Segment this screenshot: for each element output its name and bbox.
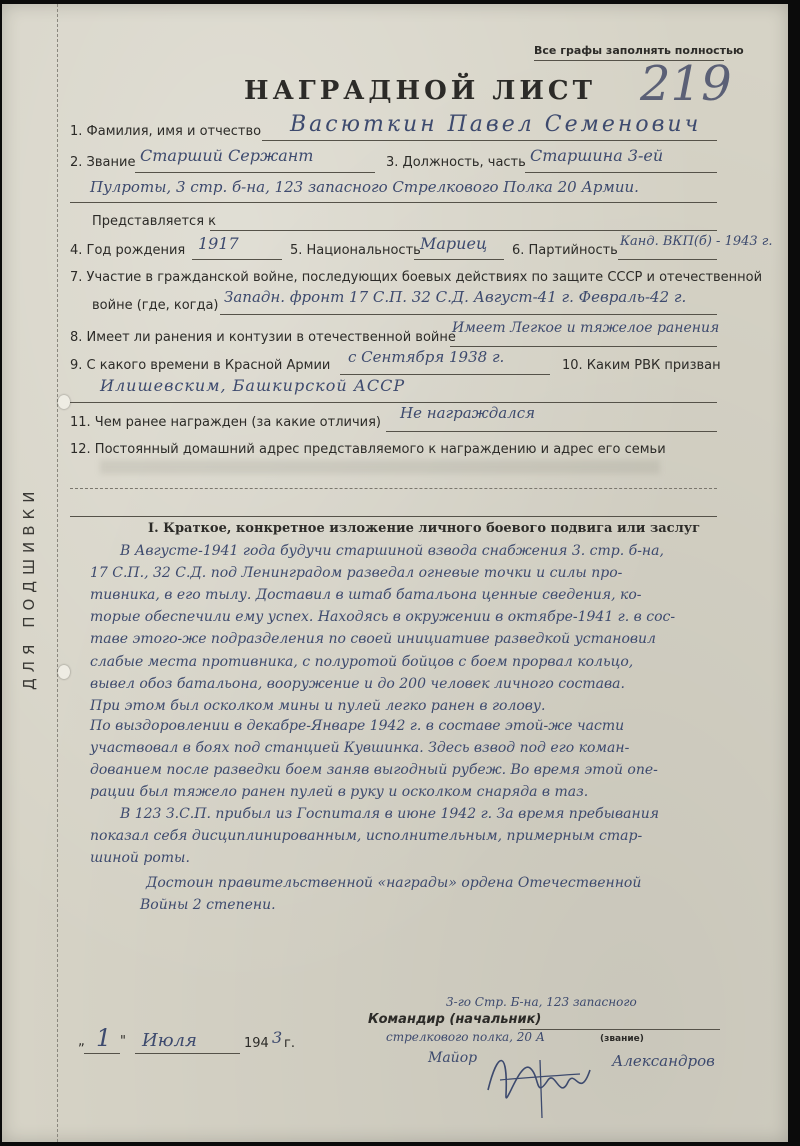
- field-5-value: Мариец: [420, 234, 488, 253]
- field-10-value: Илишевским, Башкирской АССР: [100, 376, 406, 395]
- field-12-label: 12. Постоянный домашний адрес представляемого к награждению и адрес его семьи: [70, 442, 666, 457]
- field-4-value: 1917: [198, 234, 239, 253]
- narrative-line: торые обеспечили ему успех. Находясь в окружении в октябре-1941 г. в сос-: [90, 609, 676, 625]
- commander-unit-line-1: 3-го Стр. Б-на, 123 запасного: [446, 995, 637, 1009]
- field-7-label: 7. Участие в гражданской войне, последующих боевых действиях по защите СССР и отечественной: [70, 270, 763, 285]
- signer-name: Александров: [612, 1052, 715, 1070]
- narrative-line: Достоин правительственной «награды» ордена Отечественной: [146, 875, 642, 891]
- field-9-line: [340, 374, 550, 375]
- field-5-label: 5. Национальность: [290, 243, 421, 258]
- section-heading: I. Краткое, конкретное изложение личного боевого подвига или заслуг: [148, 521, 701, 536]
- field-3-line-2: [70, 202, 717, 203]
- narrative-line: Войны 2 степени.: [140, 897, 276, 913]
- field-8-line: [450, 346, 717, 347]
- date-month-line: [135, 1053, 240, 1054]
- document-number: 219: [640, 56, 732, 112]
- field-6-label: 6. Партийность: [512, 243, 618, 258]
- date-year-suffix: г.: [284, 1036, 295, 1051]
- punch-hole: [58, 665, 70, 679]
- smudge: [100, 460, 660, 474]
- narrative-line: По выздоровлении в декабре-Январе 1942 г. в составе этой-же части: [90, 718, 625, 734]
- narrative-line: рации был тяжело ранен пулей в руку и осколком снаряда в таз.: [90, 784, 589, 800]
- narrative-line: таве этого-же подразделения по своей инициативе разведкой установил: [90, 631, 656, 647]
- narrative-line: вывел обоз батальона, вооружение и до 200 человек личного состава.: [90, 676, 625, 692]
- date-quote-close: ": [120, 1034, 126, 1049]
- field-1-label: 1. Фамилия, имя и отчество: [70, 124, 262, 139]
- field-9-value: с Сентября 1938 г.: [348, 348, 505, 366]
- narrative-line: участвовал в боях под станцией Кувшинка. Здесь взвод под его коман-: [90, 740, 630, 756]
- fill-all-note: Все графы заполнять полностью: [534, 44, 744, 57]
- narrative-line: При этом был осколком мины и пулей легко ранен в голову.: [90, 698, 546, 714]
- field-6-value: Канд. ВКП(б) - 1943 г.: [620, 234, 773, 249]
- narrative-line: В Августе-1941 года будучи старшиной взвода снабжения 3. стр. б-на,: [120, 543, 664, 559]
- field-11-label: 11. Чем ранее награжден (за какие отличия): [70, 415, 381, 430]
- document-title: НАГРАДНОЙ ЛИСТ: [244, 76, 596, 106]
- field-8-value: Имеет Легкое и тяжелое ранения: [452, 320, 720, 336]
- date-day: 1: [96, 1024, 112, 1052]
- date-year-prefix: 194: [244, 1036, 269, 1051]
- presented-for-label: Представляется к: [92, 214, 217, 229]
- side-label: ДЛЯ ПОДШИВКИ: [20, 485, 38, 690]
- signature: [480, 1040, 600, 1120]
- field-10-label: 10. Каким РВК призван: [562, 358, 721, 373]
- punch-hole: [58, 395, 70, 409]
- rank-value: Майор: [428, 1050, 478, 1066]
- section-divider: [70, 516, 717, 517]
- field-3-label: 3. Должность, часть: [386, 155, 526, 170]
- date-year-hand: 3: [272, 1028, 283, 1047]
- field-12-line: [70, 488, 717, 489]
- field-1-line: [262, 140, 717, 141]
- field-8-label: 8. Имеет ли ранения и контузии в отечественной войне: [70, 330, 456, 345]
- field-5-line: [414, 259, 504, 260]
- commander-line: [520, 1029, 720, 1030]
- narrative-line: слабые места противника, с полуротой бойцов с боем прорвал кольцо,: [90, 654, 634, 670]
- field-2-line: [135, 172, 375, 173]
- narrative-line: тивника, в его тылу. Доставил в штаб батальона ценные сведения, ко-: [90, 587, 642, 603]
- field-4-line: [192, 259, 282, 260]
- field-2-value: Старший Сержант: [140, 146, 314, 165]
- field-11-line: [386, 431, 717, 432]
- commander-label: Командир (начальник): [368, 1012, 542, 1027]
- field-7-value: Западн. фронт 17 С.П. 32 С.Д. Август-41 г. Февраль-42 г.: [224, 288, 687, 306]
- field-11-value: Не награждался: [400, 404, 536, 422]
- field-7-label-cont: войне (где, когда): [92, 298, 219, 313]
- narrative-line: шиной роты.: [90, 850, 190, 866]
- field-3-value: Старшина 3-ей: [530, 146, 664, 165]
- narrative-line: дованием после разведки боем заняв выгодный рубеж. Во время этой опе-: [90, 762, 658, 778]
- narrative-line: В 123 З.С.П. прибыл из Госпиталя в июне 1942 г. За время пребывания: [120, 806, 659, 822]
- field-4-label: 4. Год рождения: [70, 243, 186, 258]
- field-3-line: [525, 172, 717, 173]
- narrative-line: 17 С.П., 32 С.Д. под Ленинградом разведал огневые точки и силы про-: [90, 565, 623, 581]
- field-1-value: Васюткин Павел Семенович: [290, 112, 702, 137]
- field-10-line: [70, 402, 717, 403]
- presented-for-line: [210, 230, 717, 231]
- field-2-label: 2. Звание: [70, 155, 136, 170]
- field-3-value-cont: Пулроты, 3 стр. б-на, 123 запасного Стрелкового Полка 20 Армии.: [90, 178, 639, 196]
- date-day-line: [84, 1053, 120, 1054]
- field-7-line: [220, 314, 717, 315]
- rank-caption: (звание): [600, 1034, 644, 1044]
- date-month: Июля: [142, 1030, 197, 1051]
- field-9-label: 9. С какого времени в Красной Армии: [70, 358, 331, 373]
- field-6-line: [618, 259, 717, 260]
- binding-margin-line: [57, 4, 59, 1142]
- narrative-line: показал себя дисциплинированным, исполнительным, примерным стар-: [90, 828, 643, 844]
- commander-unit-line-2: стрелкового полка, 20 А: [386, 1030, 545, 1044]
- date-quote-open: „: [78, 1034, 85, 1049]
